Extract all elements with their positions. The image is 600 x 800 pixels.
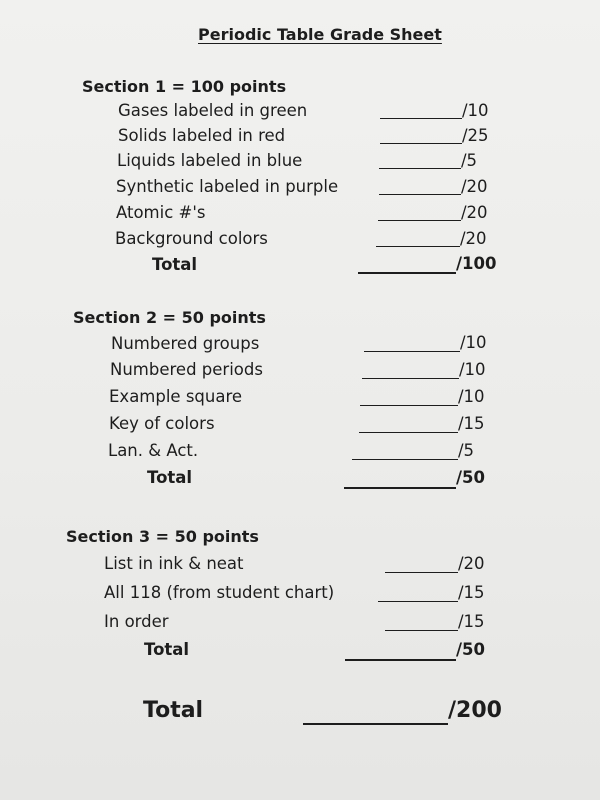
section-1-item-5-label: Atomic #'s bbox=[116, 203, 206, 222]
section-2-item-2-blank bbox=[362, 378, 459, 379]
section-1-item-1-label: Gases labeled in green bbox=[118, 101, 308, 120]
section-1-item-6-points: /20 bbox=[460, 229, 487, 248]
section-3-item-3-points: /15 bbox=[458, 612, 485, 631]
section-1-item-6-blank bbox=[376, 246, 460, 247]
section-1-item-4-label: Synthetic labeled in purple bbox=[116, 177, 339, 196]
section-1-item-1-blank bbox=[380, 118, 462, 119]
section-2-total-points: /50 bbox=[456, 468, 485, 487]
section-1-item-5-points: /20 bbox=[461, 203, 488, 222]
section-1-item-1-points: /10 bbox=[462, 101, 489, 120]
section-3-total-label: Total bbox=[144, 640, 190, 659]
section-3-total-blank bbox=[345, 659, 456, 661]
section-2-item-2-label: Numbered periods bbox=[110, 360, 263, 379]
section-3-total-points: /50 bbox=[456, 640, 485, 659]
section-1-item-3-points: /5 bbox=[461, 151, 478, 170]
section-3-item-3-label: In order bbox=[104, 612, 169, 631]
section-2-item-4-points: /15 bbox=[458, 414, 485, 433]
section-2-item-1-blank bbox=[364, 351, 460, 352]
section-1-item-2-label: Solids labeled in red bbox=[118, 126, 286, 145]
section-2-item-5-label: Lan. & Act. bbox=[108, 441, 199, 460]
section-1-item-4-points: /20 bbox=[461, 177, 488, 196]
section-2-item-4-blank bbox=[359, 432, 458, 433]
section-2-item-1-points: /10 bbox=[460, 333, 487, 352]
section-2-item-5-points: /5 bbox=[458, 441, 475, 460]
section-1-item-3-blank bbox=[379, 168, 461, 169]
section-2-item-3-blank bbox=[360, 405, 458, 406]
section-3-item-1-label: List in ink & neat bbox=[104, 554, 244, 573]
section-1-item-6-label: Background colors bbox=[115, 229, 268, 248]
section-2-item-3-points: /10 bbox=[458, 387, 485, 406]
section-1-item-3-label: Liquids labeled in blue bbox=[117, 151, 303, 170]
section-3-heading: Section 3 = 50 points bbox=[66, 527, 259, 546]
section-3-item-2-blank bbox=[378, 601, 458, 602]
section-1-item-5-blank bbox=[378, 220, 461, 221]
section-1-item-4-blank bbox=[379, 194, 461, 195]
section-2-total-blank bbox=[344, 487, 456, 489]
grand-total-blank bbox=[303, 723, 448, 725]
section-3-item-2-label: All 118 (from student chart) bbox=[104, 583, 335, 602]
section-1-item-2-blank bbox=[380, 143, 462, 144]
section-2-item-5-blank bbox=[352, 459, 458, 460]
section-2-total-label: Total bbox=[147, 468, 193, 487]
section-2-item-2-points: /10 bbox=[459, 360, 486, 379]
section-2-item-3-label: Example square bbox=[109, 387, 243, 406]
section-1-heading: Section 1 = 100 points bbox=[82, 77, 287, 96]
page-title: Periodic Table Grade Sheet bbox=[198, 25, 442, 44]
section-2-item-4-label: Key of colors bbox=[109, 414, 215, 433]
section-3-item-1-points: /20 bbox=[458, 554, 485, 573]
section-1-total-blank bbox=[358, 272, 456, 274]
section-3-item-2-points: /15 bbox=[458, 583, 485, 602]
section-3-item-1-blank bbox=[385, 572, 458, 573]
section-2-heading: Section 2 = 50 points bbox=[73, 308, 266, 327]
grand-total-label: Total bbox=[143, 698, 204, 723]
grand-total-points: /200 bbox=[448, 698, 502, 723]
section-1-total-label: Total bbox=[152, 255, 198, 274]
section-3-item-3-blank bbox=[385, 630, 458, 631]
section-1-item-2-points: /25 bbox=[462, 126, 489, 145]
section-2-item-1-label: Numbered groups bbox=[111, 334, 260, 353]
section-1-total-points: /100 bbox=[456, 254, 497, 273]
